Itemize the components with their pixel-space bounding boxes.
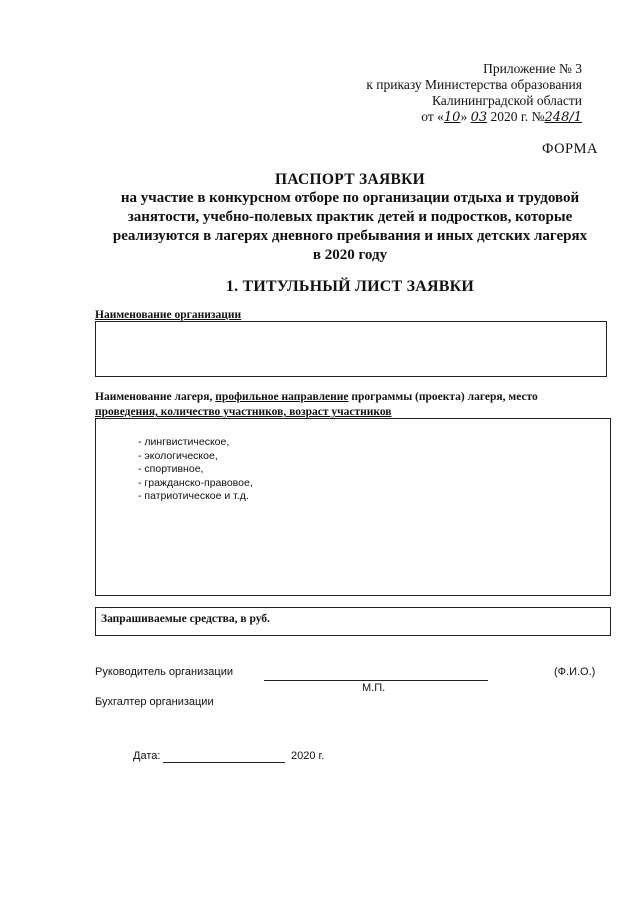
camp-label-line-2: проведения, количество участников, возраст участников xyxy=(95,406,392,418)
list-item: - патриотическое и т.д. xyxy=(138,490,249,502)
annex-date-mid: » xyxy=(460,109,471,124)
stamp-label: М.П. xyxy=(362,682,386,694)
funds-field[interactable] xyxy=(95,607,611,636)
head-signature-line[interactable] xyxy=(264,680,488,681)
funds-label: Запрашиваемые средства, в руб. xyxy=(101,613,270,625)
annex-date-line xyxy=(366,109,582,126)
head-label: Руководитель организации xyxy=(95,666,234,678)
annex-order-number: 248/1 xyxy=(544,110,582,125)
annex-date-day: 10 xyxy=(443,110,461,125)
camp-label-part-2: профильное направление xyxy=(215,391,349,403)
accountant-label: Бухгалтер организации xyxy=(95,696,214,708)
date-line[interactable] xyxy=(163,762,285,763)
directions-list xyxy=(138,436,253,504)
annex-date-year: 2020 г. № xyxy=(487,109,545,124)
list-item: - лингвистическое, xyxy=(138,436,230,448)
title-line-3: реализуются в лагерях дневного пребывания и иных детских лагерях xyxy=(112,228,588,244)
document-title xyxy=(80,170,620,265)
title-line-2: занятости, учебно-полевых практик детей и подростков, которые xyxy=(127,209,573,225)
form-label: ФОРМА xyxy=(541,141,598,157)
org-name-field[interactable] xyxy=(95,321,607,377)
org-name-label-text: Наименование организации xyxy=(95,309,242,321)
annex-line-2: к приказу Министерства образования xyxy=(366,77,582,92)
annex-line-3: Калининградской области xyxy=(431,93,582,108)
title-line-4: в 2020 году xyxy=(312,247,388,263)
section-title: 1. ТИТУЛЬНЫЙ ЛИСТ ЗАЯВКИ xyxy=(225,278,475,295)
camp-info-field[interactable] xyxy=(95,418,611,596)
fio-label: (Ф.И.О.) xyxy=(554,666,596,678)
list-item: - гражданско-правовое, xyxy=(138,476,253,489)
camp-label-part-3: программы (проекта) лагеря, место xyxy=(348,391,538,403)
annex-date-prefix: от « xyxy=(421,109,444,124)
annex-date-month: 03 xyxy=(470,110,488,125)
title-main: ПАСПОРТ ЗАЯВКИ xyxy=(274,171,426,188)
list-item: - спортивное, xyxy=(138,463,204,475)
annex-header xyxy=(366,61,582,126)
annex-line-1: Приложение № 3 xyxy=(483,61,582,76)
title-line-1: на участие в конкурсном отборе по организации отдыха и трудовой xyxy=(120,190,580,206)
date-year-label: 2020 г. xyxy=(291,750,325,762)
list-item: - экологическое, xyxy=(138,449,218,462)
date-label: Дата: xyxy=(133,750,161,762)
camp-label xyxy=(95,390,538,420)
camp-label-part-1: Наименование лагеря, xyxy=(95,391,216,403)
camp-label-line-1 xyxy=(95,390,538,405)
